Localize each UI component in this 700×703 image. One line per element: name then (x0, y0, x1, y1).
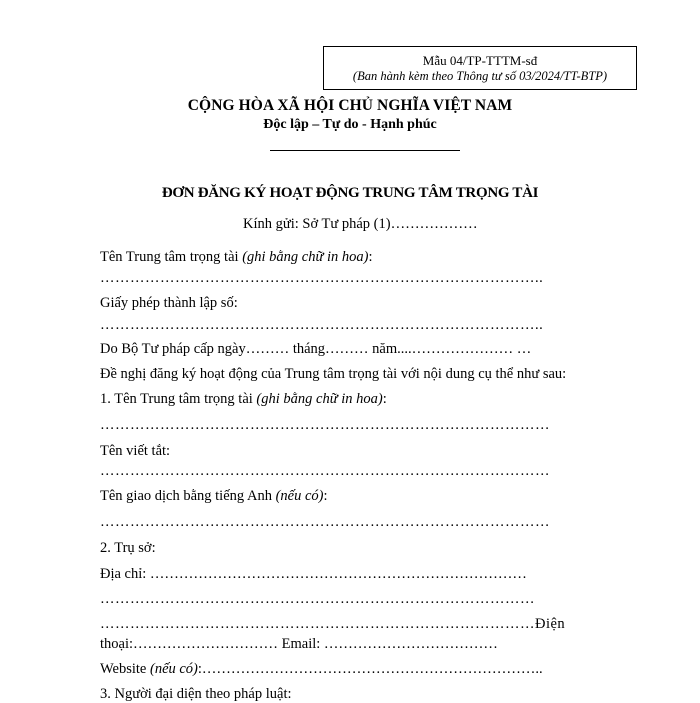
english-name-hint: (nếu có) (275, 488, 324, 504)
address-phone-line: ……………………………………………………………………………Điện (100, 616, 566, 632)
license-label: Giấy phép thành lập số: (100, 295, 238, 311)
item1-colon: : (382, 391, 387, 407)
website-fill: :…………………………………………………………….. (197, 661, 543, 677)
form-code-box (323, 46, 637, 90)
center-name-text: Tên Trung tâm trọng tài (100, 249, 243, 265)
national-motto: Độc lập – Tự do - Hạnh phúc (263, 117, 437, 132)
website-line (100, 661, 543, 678)
address-label: Địa chỉ: …………………………………………………………………… (100, 566, 527, 582)
address-fill-line: …………………………………………………………………………… (100, 591, 535, 607)
english-name-fill-line: ……………………………………………………………………………… (100, 514, 550, 530)
form-issuance-note: (Ban hành kèm theo Thông tư số 03/2024/TT-BTP) (352, 69, 608, 83)
item1-fill-line: ……………………………………………………………………………… (100, 417, 550, 433)
abbrev-fill-line: ……………………………………………………………………………… (100, 463, 550, 479)
document-title: ĐƠN ĐĂNG KÝ HOẠT ĐỘNG TRUNG TÂM TRỌNG TÀI (161, 185, 539, 201)
center-name-hint: (ghi bằng chữ in hoa) (242, 249, 369, 265)
website-hint: (nếu có) (149, 661, 198, 677)
phone-email-line: thoại:………………………… Email: ……………………………… (100, 636, 498, 652)
center-name-colon: : (368, 249, 373, 265)
country-name: CỘNG HÒA XÃ HỘI CHỦ NGHĨA VIỆT NAM (187, 97, 513, 114)
english-name-colon: : (323, 488, 328, 504)
item3-label: 3. Người đại diện theo pháp luật: (100, 686, 292, 702)
item1-hint: (ghi bằng chữ in hoa) (256, 391, 383, 407)
form-code: Mẫu 04/TP-TTTM-sđ (422, 53, 538, 68)
item2-label: 2. Trụ sở: (100, 540, 156, 556)
header-divider (270, 150, 460, 151)
request-line: Đề nghị đăng ký hoạt động của Trung tâm trọng tài với nội dung cụ thể như sau: (100, 366, 567, 382)
english-name-text: Tên giao dịch bằng tiếng Anh (100, 488, 276, 504)
english-name-label (100, 488, 328, 505)
recipient-line: Kính gửi: Sở Tư pháp (1)……………… (243, 216, 478, 232)
website-text: Website (100, 661, 150, 677)
abbrev-label: Tên viết tắt: (100, 443, 171, 459)
center-name-fill-line: …………………………………………………………………………….. (100, 270, 544, 286)
item1-text: 1. Tên Trung tâm trọng tài (100, 391, 257, 407)
issued-by-line: Do Bộ Tư pháp cấp ngày……… tháng……… năm....………………… … (100, 341, 532, 357)
item1-label (100, 391, 387, 408)
center-name-label (100, 249, 373, 266)
license-fill-line: …………………………………………………………………………….. (100, 317, 544, 333)
